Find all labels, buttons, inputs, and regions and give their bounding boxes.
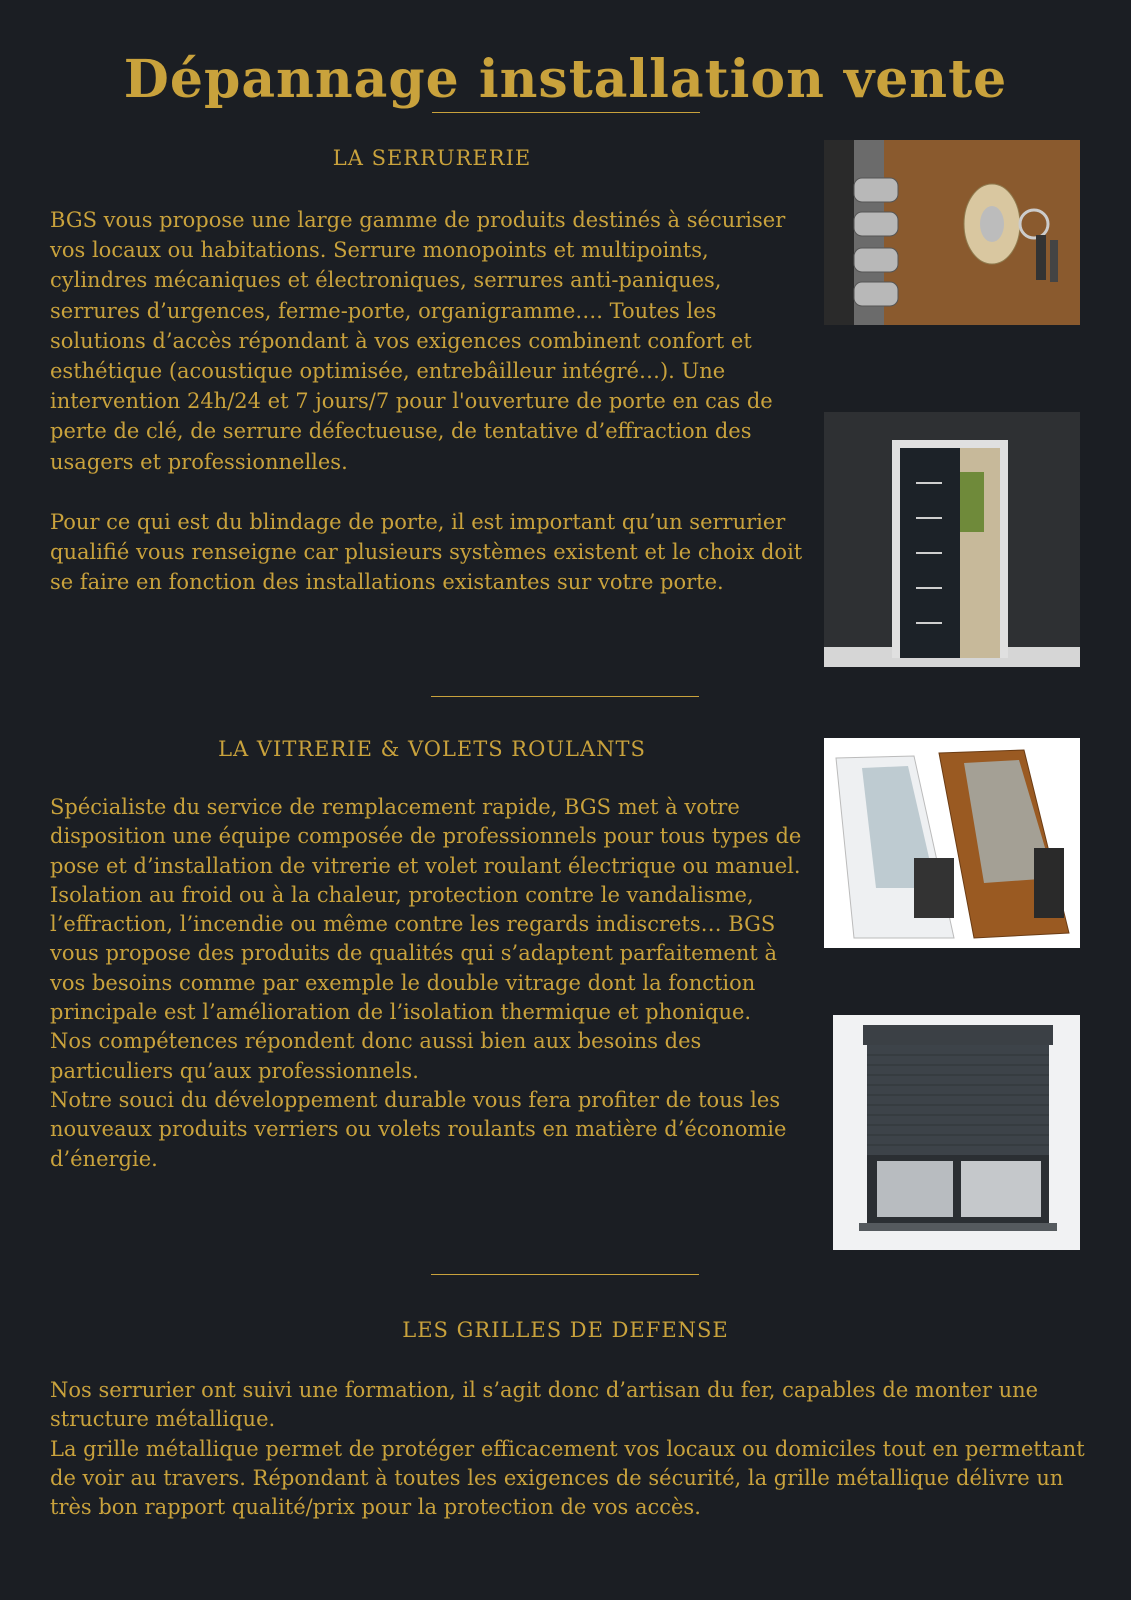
divider	[432, 112, 700, 113]
section-text-grilles	[50, 1376, 1090, 1522]
lock-door-image	[824, 140, 1080, 325]
section-heading-vitrerie: LA VITRERIE & VOLETS ROULANTS	[218, 737, 646, 761]
paragraph: Nos compétences répondent donc aussi bien aux besoins des particuliers qu’aux professionnels.	[50, 1029, 702, 1083]
paragraph: Notre souci du développement durable vous fera profiter de tous les nouveaux produits verriers ou volets roulants en matière d’économie d’énergie.	[50, 1087, 787, 1171]
section-text-vitrerie	[50, 793, 815, 1174]
paragraph: Pour ce qui est du blindage de porte, il est important qu’un serrurier qualifié vous renseigne car plusieurs systèmes existent et le choix doit se faire en fonction des installations existantes sur votre porte.	[50, 509, 803, 595]
paragraph: Nos serrurier ont suivi une formation, il s’agit donc d’artisan du fer, capables de monter une structure métallique.	[50, 1378, 1039, 1432]
page-title: Dépannage installation vente	[123, 48, 1008, 110]
divider	[431, 1274, 699, 1275]
armored-door-image	[824, 412, 1080, 667]
rolling-shutter-image	[833, 1015, 1080, 1250]
paragraph: Spécialiste du service de remplacement rapide, BGS met à votre disposition une équipe composée de professionnels pour tous types de pose et d’installation de vitrerie et volet roulant électrique ou manuel.	[50, 795, 802, 878]
paragraph: BGS vous propose une large gamme de produits destinés à sécuriser vos locaux ou habitations. Serrure monopoints et multipoints, cylindres mécaniques et électroniques, serrures anti-paniques, serrures d’urgences, ferme-porte, organigramme…. Toutes les solutions d’accès répondant à vos exigences combinent confort et esthétique (acoustique optimisée, entrebâilleur intégré…). Une intervention 24h/24 et 7 jours/7 pour l'ouverture de porte en cas de perte de clé, de serrure défectueuse, de tentative d’effraction des usagers et professionnelles.	[50, 208, 786, 474]
section-text-serrurerie	[50, 205, 810, 597]
paragraph: La grille métallique permet de protéger efficacement vos locaux ou domiciles tout en permettant de voir au travers. Répondant à toutes les exigences de sécurité, la grille métallique délivre un très bon rapport qualité/prix pour la protection de vos accès.	[50, 1436, 1085, 1520]
window-frame-image	[824, 738, 1080, 948]
section-heading-grilles: LES GRILLES DE DEFENSE	[402, 1318, 729, 1342]
paragraph: Isolation au froid ou à la chaleur, protection contre le vandalisme, l’effraction, l’incendie ou même contre les regards indiscrets… BGS vous propose des produits de qualités qui s’adaptent parfaitement à vos besoins comme par exemple le double vitrage dont la fonction principale est l’amélioration de l’isolation thermique et phonique.	[50, 882, 778, 1025]
section-heading-serrurerie: LA SERRURERIE	[332, 146, 532, 170]
divider	[431, 696, 699, 697]
